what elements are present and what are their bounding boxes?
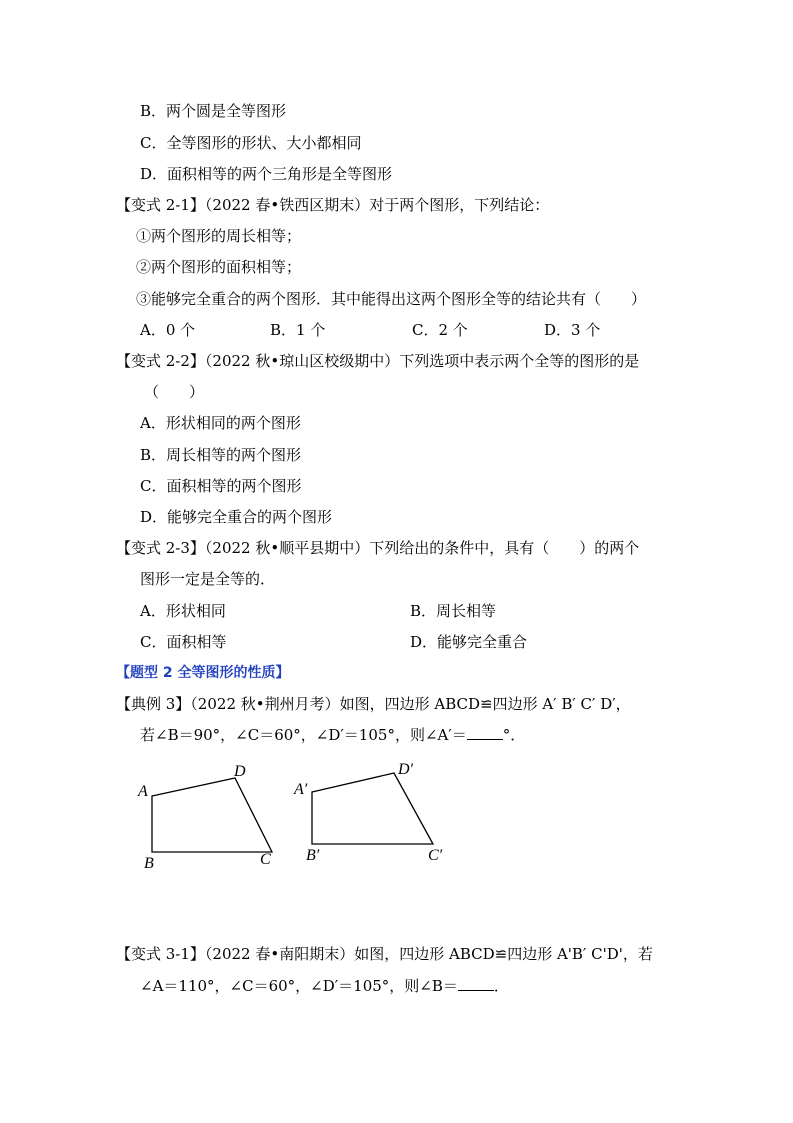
variant-2-2-stem: 【变式 2-2】（2022 秋•琼山区校级期中）下列选项中表示两个全等的图形的是	[116, 352, 640, 370]
label-c-prime: C′	[428, 847, 443, 864]
variant-2-1-item-1: ①两个图形的周长相等；	[136, 227, 302, 245]
option-a: A．形状相同的两个图形	[140, 414, 301, 432]
label-a: A	[138, 783, 148, 800]
variant-2-3-stem: 【变式 2-3】（2022 秋•顺平县期中）下列给出的条件中，具有（ ）的两个	[116, 539, 640, 557]
example-3-condition-end: °．	[502, 726, 526, 744]
example-3-condition	[140, 724, 525, 746]
variant-2-1-item-2: ②两个图形的面积相等；	[136, 258, 302, 276]
option-b: B．周长相等	[410, 602, 497, 620]
variant-3-1-condition-end: ．	[493, 977, 509, 995]
section-heading: 【题型 2 全等图形的性质】	[116, 665, 290, 681]
option-a: A．0 个	[140, 321, 196, 339]
option-c: C．2 个	[412, 321, 468, 339]
label-c: C	[260, 851, 271, 868]
answer-blank	[467, 725, 503, 740]
variant-3-1-condition	[140, 975, 509, 997]
option-c: C．面积相等	[140, 633, 227, 651]
option-c: C．面积相等的两个图形	[140, 477, 302, 495]
option-b: B．周长相等的两个图形	[140, 446, 302, 464]
label-d-prime: D′	[398, 761, 414, 778]
variant-2-3-stem-cont: 图形一定是全等的．	[140, 570, 276, 588]
label-b: B	[144, 855, 154, 872]
option-a: A．形状相同	[140, 602, 226, 620]
option-b: B．两个圆是全等图形	[140, 102, 287, 120]
variant-3-1-condition-text: ∠A＝110°，∠C＝60°，∠D′＝105°，则∠B＝	[140, 977, 458, 995]
variant-2-1-stem: 【变式 2-1】（2022 春•铁西区期末）对于两个图形，下列结论：	[116, 196, 550, 214]
label-d: D	[234, 763, 246, 780]
quadrilateral-figure	[130, 756, 460, 876]
quadrilateral-a-prime-b-prime-c-prime-d-prime	[312, 773, 433, 844]
option-d: D．能够完全重合	[410, 633, 528, 651]
variant-3-1-stem: 【变式 3-1】（2022 春•南阳期末）如图，四边形 ABCD≌四边形 A'B′ C'D'，若	[116, 945, 653, 963]
option-b: B．1 个	[270, 321, 326, 339]
option-c: C．全等图形的形状、大小都相同	[140, 134, 362, 152]
option-d: D．面积相等的两个三角形是全等图形	[140, 165, 393, 183]
example-3-condition-text: 若∠B＝90°，∠C＝60°，∠D′＝105°，则∠A′＝	[140, 726, 467, 744]
option-d: D．3 个	[544, 321, 601, 339]
example-3-stem: 【典例 3】（2022 秋•荆州月考）如图，四边形 ABCD≌四边形 A′ B′ C′ D′，	[116, 695, 631, 713]
variant-2-2-stem-cont: （ ）	[144, 383, 205, 401]
variant-2-1-options	[140, 319, 600, 341]
answer-blank	[458, 976, 494, 991]
label-a-prime: A′	[294, 781, 308, 798]
label-b-prime: B′	[306, 847, 320, 864]
option-d: D．能够完全重合的两个图形	[140, 508, 333, 526]
variant-2-1-item-3: ③能够完全重合的两个图形．其中能得出这两个图形全等的结论共有（ ）	[136, 290, 647, 308]
quadrilateral-abcd	[152, 778, 272, 852]
